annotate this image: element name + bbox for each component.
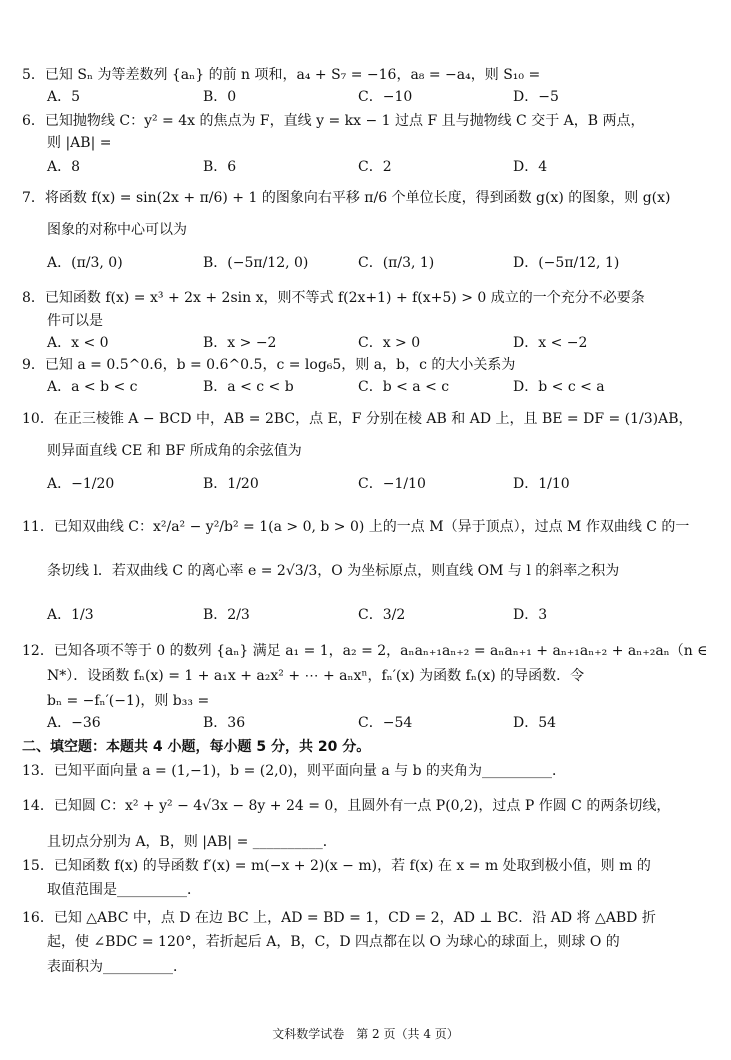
- q5-options: [47, 87, 717, 109]
- q8-option-c: C．x > 0: [358, 335, 421, 351]
- q6-options: [47, 157, 717, 179]
- q9-option-b: B．a < c < b: [203, 379, 294, 395]
- q7-option-c: C．(π/3, 1): [358, 255, 435, 271]
- q11-option-a: A．1/3: [47, 607, 94, 623]
- q14-line-1: 14．已知圆 C：x² + y² − 4√3x − 8y + 24 = 0，且圆外有一点 P(0,2)，过点 P 作圆 C 的两条切线，: [22, 798, 671, 814]
- q10-line-1: 10．在正三棱锥 A − BCD 中，AB = 2BC，点 E，F 分别在棱 AB 和 AD 上，且 BE = DF = (1/3)AB，: [22, 411, 693, 427]
- q15-line-1: 15．已知函数 f(x) 的导函数 f′(x) = m(−x + 2)(x − m)，若 f(x) 在 x = m 处取到极小值，则 m 的: [22, 858, 651, 874]
- q8-option-a: A．x < 0: [47, 335, 109, 351]
- q12-option-b: B．36: [203, 715, 246, 731]
- q10-line-2: 则异面直线 CE 和 BF 所成角的余弦值为: [47, 443, 302, 459]
- q10-option-d: D．1/10: [513, 476, 570, 492]
- q6-line-2: 则 |AB| =: [47, 135, 112, 151]
- q16-line-1: 16．已知 △ABC 中，点 D 在边 BC 上，AD = BD = 1，CD = 2，AD ⊥ BC．沿 AD 将 △ABD 折: [22, 910, 656, 926]
- q12-line-3: bₙ = −fₙ′(−1)，则 b₃₃ =: [47, 693, 210, 709]
- q12-line-1: 12．已知各项不等于 0 的数列 {aₙ} 满足 a₁ = 1，a₂ = 2，aₙaₙ₊₁aₙ₊₂ = aₙaₙ₊₁ + aₙ₊₁aₙ₊₂ + aₙ₊₂aₙ（n ∈: [22, 643, 708, 659]
- q11-options: [47, 605, 717, 627]
- q12-options: [47, 713, 717, 735]
- page-footer: 文科数学试卷 第 2 页（共 4 页）: [272, 1027, 459, 1041]
- q9-line-1: 9．已知 a = 0.5^0.6，b = 0.6^0.5，c = log₆5，则 a，b，c 的大小关系为: [22, 357, 516, 373]
- q8-line-1: 8．已知函数 f(x) = x³ + 2x + 2sin x，则不等式 f(2x+1) + f(x+5) > 0 成立的一个充分不必要条: [22, 290, 645, 306]
- q6-option-a: A．8: [47, 159, 81, 175]
- q7-line-2: 图象的对称中心可以为: [47, 222, 187, 238]
- q11-line-2: 条切线 l．若双曲线 C 的离心率 e = 2√3/3，O 为坐标原点，则直线 OM 与 l 的斜率之积为: [47, 563, 620, 579]
- q15-line-2: 取值范围是__________．: [47, 882, 201, 898]
- q11-option-d: D．3: [513, 607, 548, 623]
- q12-line-2: N*）．设函数 fₙ(x) = 1 + a₁x + a₂x² + ⋯ + aₙxⁿ，fₙ′(x) 为函数 fₙ(x) 的导函数．令: [47, 668, 585, 684]
- q12-option-a: A．−36: [47, 715, 101, 731]
- q8-options: [47, 333, 717, 355]
- q5-option-a: A．5: [47, 89, 81, 105]
- q6-line-1: 6．已知抛物线 C：y² = 4x 的焦点为 F，直线 y = kx − 1 过点 F 且与抛物线 C 交于 A，B 两点，: [22, 113, 645, 129]
- q5-option-c: C．−10: [358, 89, 413, 105]
- q7-option-b: B．(−5π/12, 0): [203, 255, 309, 271]
- q11-option-c: C．3/2: [358, 607, 406, 623]
- q12-option-c: C．−54: [358, 715, 413, 731]
- q16-line-3: 表面积为__________．: [47, 959, 187, 975]
- q7-line-1: 7．将函数 f(x) = sin(2x + π/6) + 1 的图象向右平移 π/6 个单位长度，得到函数 g(x) 的图象，则 g(x): [22, 190, 671, 206]
- q6-option-c: C．2: [358, 159, 392, 175]
- q12-option-d: D．54: [513, 715, 557, 731]
- q7-option-a: A．(π/3, 0): [47, 255, 123, 271]
- q5-option-b: B．0: [203, 89, 237, 105]
- q10-options: [47, 474, 717, 496]
- q7-options: [47, 253, 717, 275]
- q8-line-2: 件可以是: [47, 313, 103, 329]
- q6-option-b: B．6: [203, 159, 237, 175]
- q10-option-a: A．−1/20: [47, 476, 115, 492]
- q5-line-1: 5．已知 Sₙ 为等差数列 {aₙ} 的前 n 项和，a₄ + S₇ = −16，a₈ = −a₄，则 S₁₀ =: [22, 67, 541, 83]
- q8-option-d: D．x < −2: [513, 335, 588, 351]
- q14-line-2: 且切点分别为 A，B，则 |AB| = __________．: [47, 834, 337, 850]
- q10-option-b: B．1/20: [203, 476, 259, 492]
- q11-line-1: 11．已知双曲线 C：x²/a² − y²/b² = 1(a > 0, b > 0) 上的一点 M（异于顶点），过点 M 作双曲线 C 的一: [22, 519, 690, 535]
- q9-option-a: A．a < b < c: [47, 379, 138, 395]
- q5-option-d: D．−5: [513, 89, 559, 105]
- q10-option-c: C．−1/10: [358, 476, 426, 492]
- q9-option-c: C．b < a < c: [358, 379, 450, 395]
- q13-line-1: 13．已知平面向量 a = (1,−1)，b = (2,0)，则平面向量 a 与 b 的夹角为__________．: [22, 763, 567, 779]
- q7-option-d: D．(−5π/12, 1): [513, 255, 620, 271]
- section-heading: 二、填空题：本题共 4 小题，每小题 5 分，共 20 分。: [22, 739, 371, 755]
- q8-option-b: B．x > −2: [203, 335, 277, 351]
- q16-line-2: 起，使 ∠BDC = 120°，若折起后 A，B，C，D 四点都在以 O 为球心的球面上，则球 O 的: [47, 934, 620, 950]
- q6-option-d: D．4: [513, 159, 548, 175]
- q11-option-b: B．2/3: [203, 607, 250, 623]
- q9-options: [47, 377, 717, 399]
- q9-option-d: D．b < c < a: [513, 379, 605, 395]
